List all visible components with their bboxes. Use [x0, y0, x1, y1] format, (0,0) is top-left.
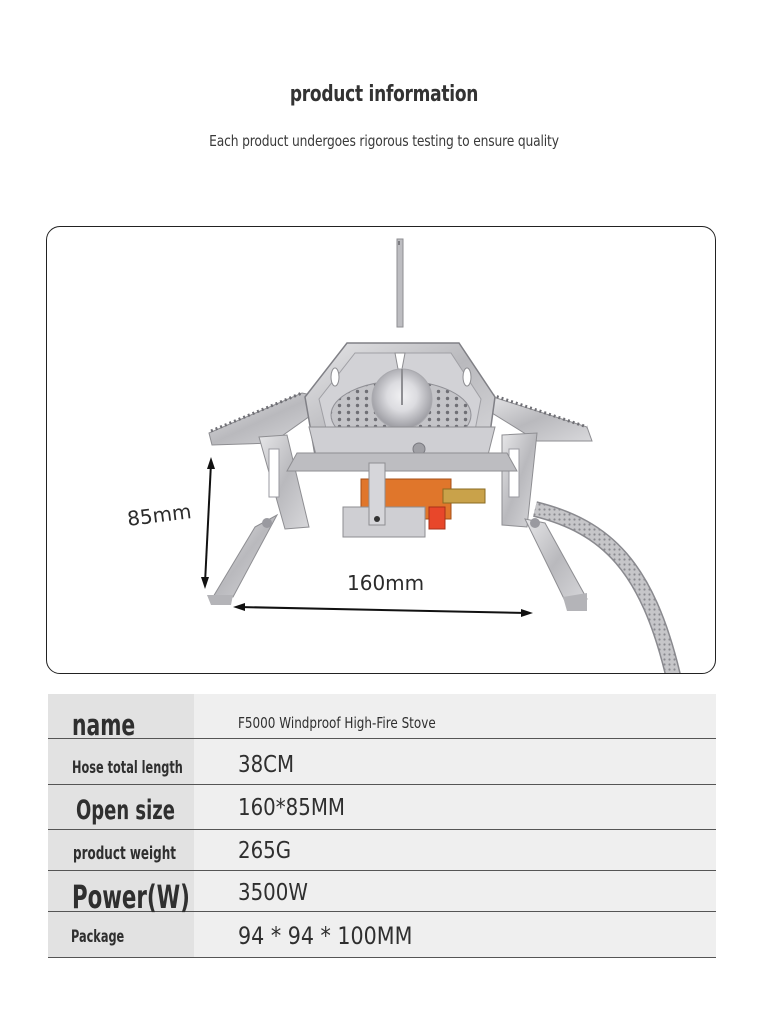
spec-label: Hose total length — [72, 758, 183, 778]
spec-value: 160*85MM — [238, 795, 345, 821]
page-title: product information — [289, 82, 479, 107]
row-divider — [48, 829, 716, 830]
igniter-rod-icon — [397, 239, 403, 327]
width-dimension-label: 160mm — [347, 571, 425, 595]
stove-illustration — [47, 227, 716, 674]
spec-table — [48, 694, 716, 958]
pot-support-left — [207, 393, 322, 605]
spec-label: Open size — [76, 795, 175, 826]
height-dimension-label: 85mm — [125, 499, 193, 531]
spec-label: product weight — [73, 843, 176, 864]
spec-label: Power(W) — [72, 878, 190, 916]
product-image-frame — [46, 226, 716, 674]
spec-label: name — [72, 708, 136, 742]
row-divider — [48, 957, 716, 958]
row-divider — [48, 870, 716, 871]
row-divider — [48, 784, 716, 785]
width-dimension-arrow — [233, 603, 533, 617]
spec-value: 3500W — [238, 880, 308, 906]
height-dimension-arrow — [201, 457, 215, 589]
spec-value: F5000 Windproof High-Fire Stove — [238, 714, 436, 732]
spec-value: 265G — [238, 838, 292, 864]
page-subtitle: Each product undergoes rigorous testing to ensure quality — [209, 132, 559, 150]
spec-label: Package — [71, 927, 125, 947]
spec-value: 94 * 94 * 100MM — [238, 922, 413, 950]
spec-value: 38CM — [238, 752, 295, 778]
gas-valve-icon — [343, 463, 485, 537]
